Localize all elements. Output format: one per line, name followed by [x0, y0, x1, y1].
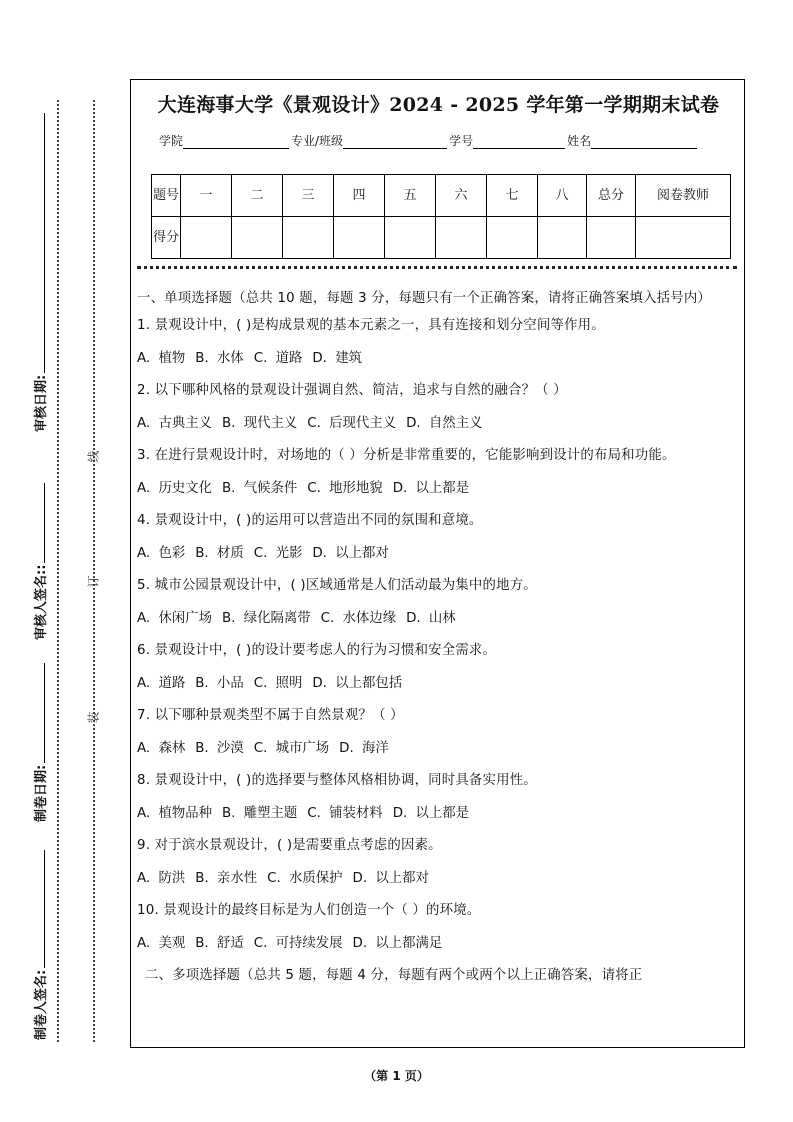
paper-sign-field[interactable] [30, 850, 49, 1040]
option-c[interactable]: C. 可持续发展 [253, 936, 343, 951]
score-cell-8[interactable] [538, 217, 587, 259]
question-options [137, 869, 739, 889]
option-b[interactable]: B. 舒适 [195, 936, 244, 951]
score-col-8: 八 [538, 175, 587, 217]
option-a[interactable]: A. 森林 [137, 741, 186, 756]
student-info-row [159, 132, 699, 149]
option-a[interactable]: A. 植物 [137, 351, 186, 366]
score-cell-5[interactable] [385, 217, 436, 259]
option-a[interactable]: A. 休闲广场 [137, 611, 212, 626]
option-d[interactable]: D. 以上都包括 [312, 676, 403, 691]
score-col-3: 三 [283, 175, 334, 217]
option-b[interactable]: B. 绿化隔离带 [222, 611, 311, 626]
option-d[interactable]: D. 以上都满足 [352, 936, 443, 951]
binding-char-install: 装 [86, 711, 101, 724]
question-text: 10. 景观设计的最终目标是为人们创造一个（ ）的环境。 [137, 903, 481, 918]
score-table-score-row [152, 217, 731, 259]
question-4 [137, 511, 739, 564]
auditor-sign-line[interactable] [42, 483, 45, 563]
question-6 [137, 641, 739, 694]
auditor-sign-field[interactable] [30, 483, 49, 640]
question-text: 8. 景观设计中，( )的选择要与整体风格相协调，同时具备实用性。 [137, 773, 537, 788]
binding-dotted-line-outer [57, 100, 59, 1042]
question-text: 7. 以下哪种景观类型不属于自然景观？（ ） [137, 708, 404, 723]
option-c[interactable]: C. 照明 [253, 676, 303, 691]
question-5 [137, 576, 739, 629]
option-d[interactable]: D. 建筑 [312, 351, 362, 366]
option-d[interactable]: D. 海洋 [339, 741, 389, 756]
question-text: 1. 景观设计中，( )是构成景观的基本元素之一，具有连接和划分空间等作用。 [137, 318, 605, 333]
option-a[interactable]: A. 美观 [137, 936, 186, 951]
exam-content [137, 288, 739, 986]
binding-char-line: 线 [86, 450, 101, 463]
audit-date-line[interactable] [42, 113, 45, 373]
question-text: 9. 对于滨水景观设计，( )是需要重点考虑的因素。 [137, 838, 442, 853]
score-table-row2-label: 得分 [152, 217, 181, 259]
question-text: 5. 城市公园景观设计中，( )区域通常是人们活动最为集中的地方。 [137, 578, 537, 593]
option-a[interactable]: A. 历史文化 [137, 481, 212, 496]
score-table-header-row [152, 175, 731, 217]
score-col-total: 总分 [587, 175, 636, 217]
section-1-heading: 一、单项选择题（总共 10 题，每题 3 分，每题只有一个正确答案，请将正确答案填入括号内） [137, 291, 712, 306]
score-col-5: 五 [385, 175, 436, 217]
question-text: 4. 景观设计中，( )的运用可以营造出不同的氛围和意境。 [137, 513, 483, 528]
question-text: 2. 以下哪种风格的景观设计强调自然、简洁，追求与自然的融合？（ ） [137, 383, 567, 398]
college-label: 学院 [159, 134, 184, 148]
option-d[interactable]: D. 自然主义 [406, 416, 483, 431]
question-8 [137, 771, 739, 824]
student-no-field[interactable] [473, 136, 565, 149]
option-b[interactable]: B. 雕塑主题 [222, 806, 298, 821]
option-b[interactable]: B. 沙漠 [195, 741, 244, 756]
option-c[interactable]: C. 城市广场 [253, 741, 330, 756]
option-d[interactable]: D. 以上都对 [352, 871, 429, 886]
question-options [137, 609, 739, 629]
option-b[interactable]: B. 材质 [195, 546, 244, 561]
question-options [137, 739, 739, 759]
audit-date-label: 审核日期: [34, 374, 49, 432]
score-cell-2[interactable] [232, 217, 283, 259]
page-number: （第 1 页） [364, 1069, 429, 1083]
binding-dotted-line-inner [93, 100, 95, 1042]
score-cell-total[interactable] [587, 217, 636, 259]
section-2-heading: 二、多项选择题（总共 5 题，每题 4 分，每题有两个或两个以上正确答案，请将正 [145, 968, 643, 983]
option-c[interactable]: C. 水体边缘 [320, 611, 397, 626]
question-2 [137, 381, 739, 434]
option-c[interactable]: C. 道路 [253, 351, 303, 366]
question-options [137, 479, 739, 499]
binding-char-order: 订 [86, 575, 101, 588]
score-col-6: 六 [436, 175, 487, 217]
paper-date-field[interactable] [30, 663, 49, 822]
option-a[interactable]: A. 色彩 [137, 546, 186, 561]
question-options [137, 804, 739, 824]
question-7 [137, 706, 739, 759]
option-a[interactable]: A. 道路 [137, 676, 186, 691]
option-c[interactable]: C. 水质保护 [267, 871, 343, 886]
question-10 [137, 901, 739, 954]
score-cell-3[interactable] [283, 217, 334, 259]
score-col-2: 二 [232, 175, 283, 217]
student-no-label: 学号 [449, 134, 474, 148]
question-1 [137, 316, 739, 369]
paper-date-label: 制卷日期: [34, 764, 49, 822]
question-9 [137, 836, 739, 889]
major-field[interactable] [343, 136, 447, 149]
score-col-7: 七 [487, 175, 538, 217]
dotted-separator [137, 266, 737, 269]
score-cell-6[interactable] [436, 217, 487, 259]
question-options [137, 934, 739, 954]
exam-page-frame [130, 79, 745, 1048]
option-b[interactable]: B. 亲水性 [195, 871, 258, 886]
option-c[interactable]: C. 后现代主义 [307, 416, 397, 431]
score-cell-4[interactable] [334, 217, 385, 259]
score-table-row1-label: 题号 [152, 175, 181, 217]
major-label: 专业/班级 [291, 134, 344, 148]
option-b[interactable]: B. 水体 [195, 351, 244, 366]
option-d[interactable]: D. 山林 [406, 611, 456, 626]
option-a[interactable]: A. 植物品种 [137, 806, 212, 821]
option-d[interactable]: D. 以上都对 [312, 546, 389, 561]
question-text: 3. 在进行景观设计时，对场地的（ ）分析是非常重要的，它能影响到设计的布局和功能。 [137, 448, 676, 463]
option-a[interactable]: A. 古典主义 [137, 416, 212, 431]
score-col-reviewer: 阅卷教师 [636, 175, 731, 217]
question-3 [137, 446, 739, 499]
score-col-4: 四 [334, 175, 385, 217]
question-options [137, 414, 739, 434]
auditor-sign-label: 审核人签名:: [34, 564, 49, 640]
question-text: 6. 景观设计中，( )的设计要考虑人的行为习惯和安全需求。 [137, 643, 497, 658]
paper-sign-label: 制卷人签名: [34, 969, 49, 1040]
college-field[interactable] [183, 136, 289, 149]
question-options [137, 674, 739, 694]
option-d[interactable]: D. 以上都是 [392, 481, 470, 496]
option-b[interactable]: B. 气候条件 [222, 481, 298, 496]
option-c[interactable]: C. 地形地貌 [307, 481, 383, 496]
score-table [151, 174, 731, 259]
option-b[interactable]: B. 小品 [195, 676, 244, 691]
paper-date-line[interactable] [42, 663, 45, 763]
option-c[interactable]: C. 光影 [253, 546, 303, 561]
option-b[interactable]: B. 现代主义 [222, 416, 298, 431]
score-cell-7[interactable] [487, 217, 538, 259]
question-options [137, 544, 739, 564]
option-a[interactable]: A. 防洪 [137, 871, 186, 886]
question-options [137, 349, 739, 369]
option-d[interactable]: D. 以上都是 [392, 806, 470, 821]
paper-sign-line[interactable] [42, 850, 45, 968]
option-c[interactable]: C. 铺装材料 [307, 806, 383, 821]
exam-title: 大连海事大学《景观设计》2024 - 2025 学年第一学期期末试卷 [157, 94, 720, 116]
name-field[interactable] [591, 136, 697, 149]
score-cell-reviewer[interactable] [636, 217, 731, 259]
score-cell-1[interactable] [181, 217, 232, 259]
name-label: 姓名 [567, 134, 592, 148]
score-col-1: 一 [181, 175, 232, 217]
audit-date-field[interactable] [30, 113, 49, 432]
